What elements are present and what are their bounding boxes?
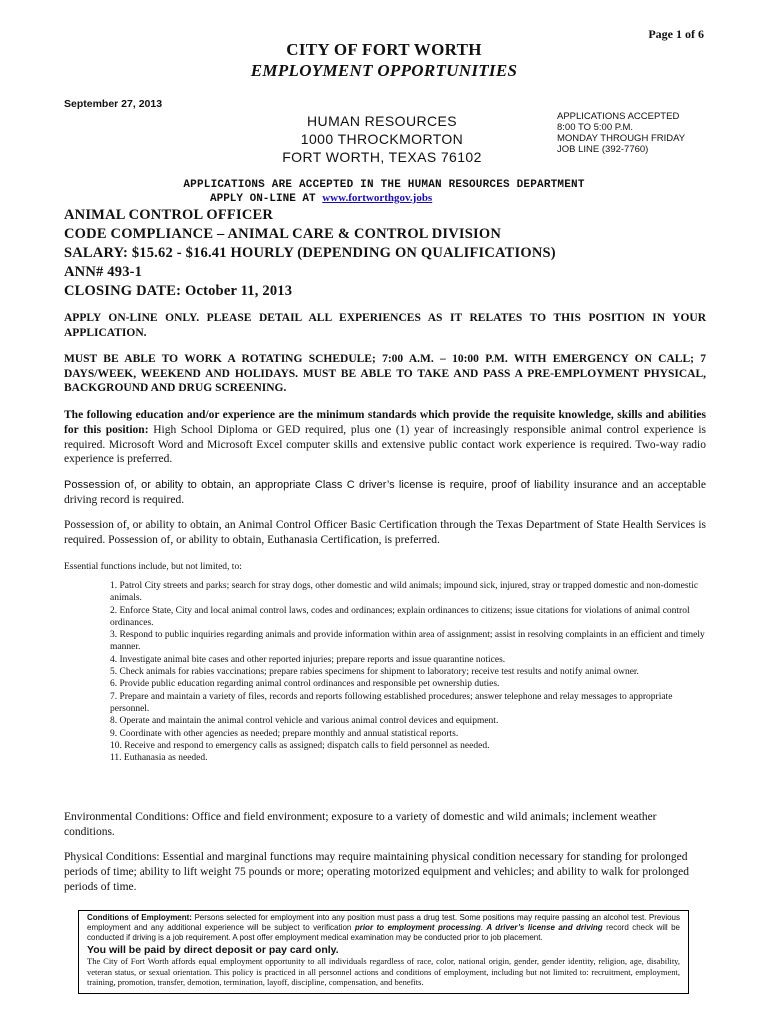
apply-online-only-paragraph: APPLY ON-LINE ONLY. PLEASE DETAIL ALL EXPERIENCES AS IT RELATES TO THIS POSITION IN YOUR APPLICATION. bbox=[64, 312, 706, 339]
page-subtitle: EMPLOYMENT OPPORTUNITIES bbox=[250, 61, 518, 80]
list-item: 7. Prepare and maintain a variety of files, records and reports following established procedures; answer telephone and relay messages to appropriate personnel. bbox=[110, 691, 673, 714]
posting-date: September 27, 2013 bbox=[64, 98, 163, 110]
applications-info-line2: 8:00 TO 5:00 P.M. bbox=[557, 122, 634, 133]
education-paragraph bbox=[64, 408, 706, 467]
education-body: High School Diploma or GED required, plus one (1) year of increasingly responsible animal control experience is required. Microsoft Word and Microsoft Excel computer skills and extensive public contact work experience is required. Two-way radio experience is preferred. bbox=[64, 423, 706, 466]
list-item: 6. Provide public education regarding animal control ordinances and responsible pet ownership duties. bbox=[110, 679, 500, 690]
applications-info-line1: APPLICATIONS ACCEPTED bbox=[557, 111, 680, 122]
list-item: 3. Respond to public inquiries regarding animals and provide information within area of assignment; assist in resolving complaints in an efficient and timely manner. bbox=[110, 630, 705, 653]
hr-address-line3: FORT WORTH, TEXAS 76102 bbox=[282, 149, 482, 165]
conditions-text3: record check will be conducted if driving is a job requirement. A post offer employment medical examination may be conducted prior to job placement. bbox=[87, 923, 681, 942]
list-item: 9. Coordinate with other agencies as needed; prepare monthly and annual statistical reports. bbox=[110, 728, 459, 739]
jobs-website-link[interactable]: www.fortworthgov.jobs bbox=[322, 192, 433, 204]
license-text-part2: bility insurance and an acceptable driving record is required. bbox=[64, 479, 706, 506]
conditions-text1: Persons selected for employment into any position must pass a drug test. Some positions may require passing an alcohol test. Previous employment and any additional experience will be subject to verification bbox=[87, 913, 681, 932]
job-salary: SALARY: $15.62 - $16.41 HOURLY (DEPENDING ON QUALIFICATIONS) bbox=[64, 245, 556, 261]
hr-address-line1: HUMAN RESOURCES bbox=[307, 113, 457, 129]
conditions-emphasis2: A driver’s license and driving bbox=[486, 923, 603, 932]
list-item: 5. Check animals for rabies vaccinations; prepare rabies specimens for shipment to laboratory; receive test results and notify animal owner. bbox=[110, 667, 639, 678]
schedule-paragraph: MUST BE ABLE TO WORK A ROTATING SCHEDULE; 7:00 A.M. – 10:00 P.M. WITH EMERGENCY ON CALL; 7 DAYS/WEEK, WEEKEND AND HOLIDAYS. MUST BE ABLE TO TAKE AND PASS A PRE-EMPLOYMENT PHYSICAL, BACKGROUND AND DRUG SCREENING. bbox=[64, 353, 706, 394]
applications-info bbox=[557, 111, 685, 155]
essential-functions-list bbox=[110, 580, 710, 764]
license-text-part1: Possession of, or ability to obtain, an appropriate Class C driver’s license is require, proof of lia bbox=[64, 479, 546, 491]
job-closing-date: CLOSING DATE: October 11, 2013 bbox=[64, 283, 293, 299]
environmental-conditions: Environmental Conditions: Office and field environment; exposure to a variety of domestic and wild animals; inclement weather conditions. bbox=[64, 811, 657, 838]
applications-accepted-notice: APPLICATIONS ARE ACCEPTED IN THE HUMAN RESOURCES DEPARTMENT bbox=[183, 179, 585, 191]
list-item: 1. Patrol City streets and parks; search for stray dogs, other domestic and wild animals; impound sick, injured, stray or trapped domestic and non-domestic animals. bbox=[110, 581, 699, 604]
apply-online-notice bbox=[210, 192, 432, 205]
essential-functions-intro: Essential functions include, but not limited, to: bbox=[64, 562, 242, 572]
physical-conditions: Physical Conditions: Essential and marginal functions may require maintaining physical condition necessary for standing for prolonged periods of time; ability to lift weight 75 pounds or more; operating motorized equipment and vehicles; and ability to walk for prolonged periods of time. bbox=[64, 851, 690, 893]
certification-paragraph: Possession of, or ability to obtain, an Animal Control Officer Basic Certification through the Texas Department of State Health Services is required. Possession of, or ability to obtain, Euthanasia Certification, is preferred. bbox=[64, 519, 706, 546]
page-number: Page 1 of 6 bbox=[648, 27, 704, 41]
conditions-label: Conditions of Employment: bbox=[87, 913, 192, 922]
license-paragraph bbox=[64, 478, 706, 508]
job-announcement-number: ANN# 493-1 bbox=[64, 264, 143, 280]
conditions-text2: . bbox=[480, 923, 487, 932]
page-title: CITY OF FORT WORTH bbox=[286, 40, 482, 59]
list-item: 11. Euthanasia as needed. bbox=[110, 753, 208, 764]
list-item: 10. Receive and respond to emergency calls as assigned; dispatch calls to field personnel as needed. bbox=[110, 740, 490, 751]
equal-opportunity-statement: The City of Fort Worth affords equal employment opportunity to all individuals regardless of race, color, national origin, gender, gender identity, religion, age, disability, veteran status, or sexual orientation. This policy is practiced in all personnel actions and conditions of employment, including but not limited to: recruitment, employment, training, promotion, transfer, demotion, termination, layoff, discipline, compensation, and benefits. bbox=[87, 956, 680, 987]
direct-deposit-notice: You will be paid by direct deposit or pay card only. bbox=[87, 944, 339, 956]
apply-online-prefix: APPLY ON-LINE AT bbox=[210, 193, 323, 205]
job-title: ANIMAL CONTROL OFFICER bbox=[64, 207, 274, 223]
applications-info-line3: MONDAY THROUGH FRIDAY bbox=[557, 133, 686, 144]
list-item: 4. Investigate animal bite cases and other reported injuries; prepare reports and issue quarantine notices. bbox=[110, 654, 506, 665]
list-item: 2. Enforce State, City and local animal control laws, codes and ordinances; explain ordinances to citizens; issue citations for violations of animal control ordinances. bbox=[110, 605, 690, 628]
list-item: 8. Operate and maintain the animal control vehicle and various animal control devices and equipment. bbox=[110, 716, 499, 727]
conditions-of-employment-box bbox=[78, 910, 689, 994]
hr-address bbox=[262, 112, 502, 166]
job-division: CODE COMPLIANCE – ANIMAL CARE & CONTROL DIVISION bbox=[64, 226, 501, 242]
hr-address-line2: 1000 THROCKMORTON bbox=[300, 131, 464, 147]
conditions-of-employment-text bbox=[87, 913, 680, 943]
applications-info-line4: JOB LINE (392-7760) bbox=[557, 144, 649, 155]
education-lead: The following education and/or experience are the minimum standards which provide the requisite knowledge, skills and abilities for this position: bbox=[64, 409, 706, 436]
conditions-emphasis1: prior to employment processing bbox=[354, 923, 481, 932]
